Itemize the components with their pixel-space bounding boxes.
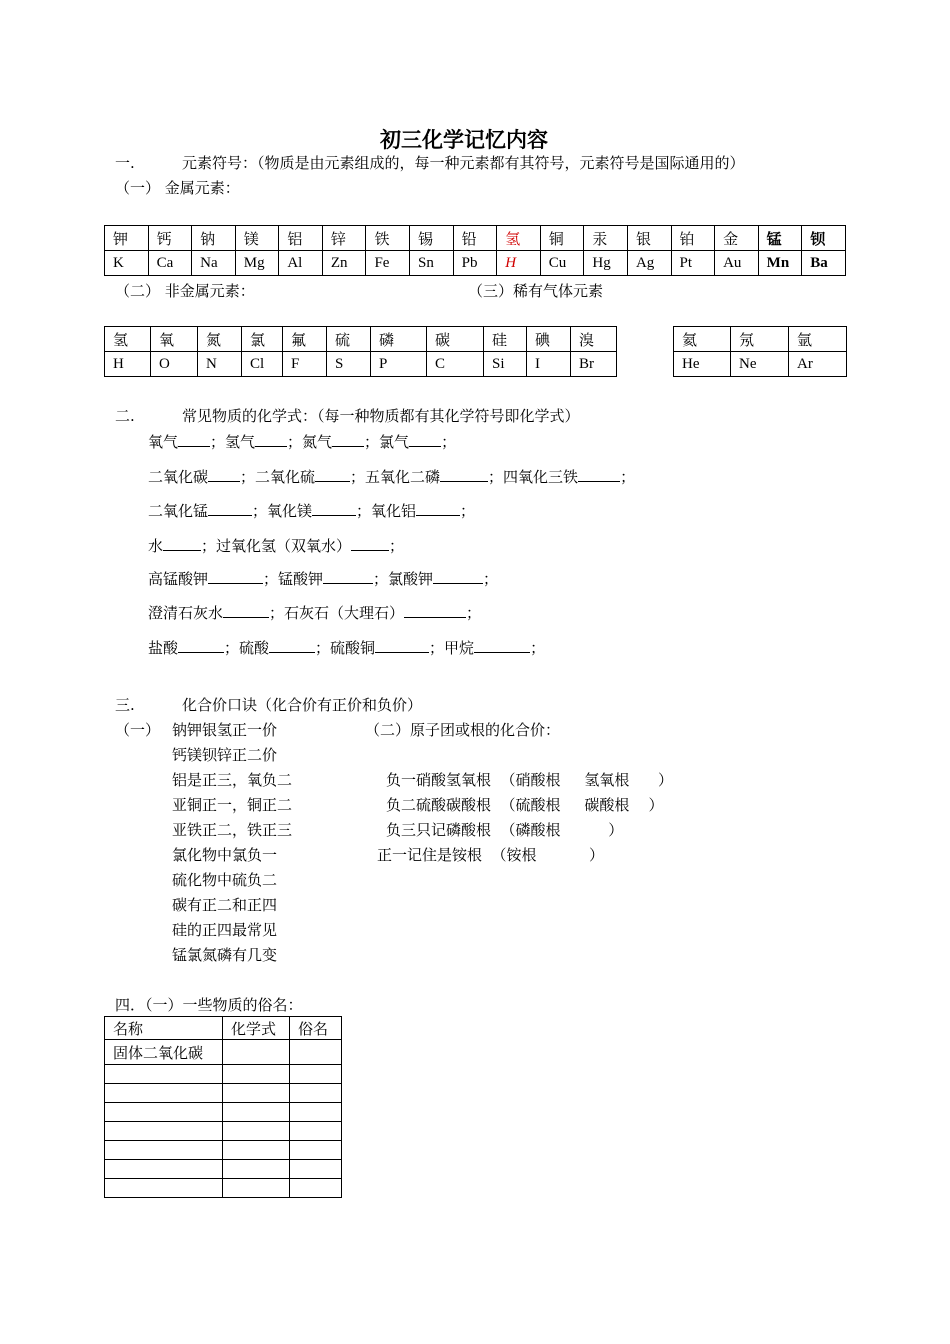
element-symbol-cell: Mg bbox=[235, 251, 279, 276]
fill-in-blank[interactable] bbox=[223, 603, 269, 618]
element-name-cell: 镁 bbox=[235, 226, 279, 251]
table-cell bbox=[290, 1084, 342, 1103]
table-cell bbox=[223, 1179, 290, 1198]
metal-elements-label: （一） 金属元素： bbox=[115, 179, 240, 197]
table-cell bbox=[290, 1065, 342, 1084]
element-name-cell: 锰 bbox=[758, 226, 802, 251]
element-name-cell: 铁 bbox=[366, 226, 410, 251]
element-symbol-cell: H bbox=[497, 251, 541, 276]
element-symbol-cell: Ar bbox=[789, 352, 847, 377]
element-name-cell: 氧 bbox=[151, 327, 198, 352]
formula-line bbox=[148, 602, 481, 623]
substance-label: ；氯酸钾 bbox=[373, 570, 434, 588]
substance-label: 盐酸 bbox=[148, 639, 179, 657]
fill-in-blank[interactable] bbox=[315, 467, 350, 482]
element-symbol-cell: Pb bbox=[453, 251, 497, 276]
substance-label: ； bbox=[620, 468, 636, 486]
substance-label: ；硫酸 bbox=[224, 639, 270, 657]
element-name-cell: 钙 bbox=[148, 226, 192, 251]
table-cell bbox=[290, 1160, 342, 1179]
element-name-cell: 氟 bbox=[283, 327, 327, 352]
element-symbol-cell: Cl bbox=[242, 352, 283, 377]
formula-line bbox=[148, 431, 456, 452]
element-symbol-cell: Zn bbox=[322, 251, 366, 276]
fill-in-blank[interactable] bbox=[404, 603, 466, 618]
element-symbol-cell: Mn bbox=[758, 251, 802, 276]
element-name-cell: 银 bbox=[627, 226, 671, 251]
element-name-cell: 汞 bbox=[584, 226, 628, 251]
table-cell bbox=[290, 1179, 342, 1198]
fill-in-blank[interactable] bbox=[416, 501, 460, 516]
substance-label: ； bbox=[441, 433, 457, 451]
substance-label: 高锰酸钾 bbox=[148, 570, 209, 588]
element-symbol-cell: S bbox=[327, 352, 371, 377]
element-symbol-cell: N bbox=[198, 352, 242, 377]
element-symbol-cell: F bbox=[283, 352, 327, 377]
substance-label: ；石灰石（大理石） bbox=[269, 604, 405, 622]
section-2-heading: 常见物质的化学式：（每一种物质都有其化学符号即化学式） bbox=[182, 407, 580, 425]
table-cell bbox=[290, 1103, 342, 1122]
table-cell bbox=[105, 1160, 223, 1179]
table-cell bbox=[223, 1103, 290, 1122]
table-cell bbox=[223, 1065, 290, 1084]
element-symbol-cell: Cu bbox=[540, 251, 584, 276]
fill-in-blank[interactable] bbox=[351, 536, 389, 551]
radical-valence-line: 正一记住是铵根 （铵根 ） bbox=[377, 846, 604, 864]
element-symbol-cell: Hg bbox=[584, 251, 628, 276]
fill-in-blank[interactable] bbox=[323, 569, 373, 584]
substance-label: ；过氧化氢（双氧水） bbox=[201, 537, 352, 555]
table-cell bbox=[105, 1065, 223, 1084]
valence-rhyme-line: 钠钾银氢正一价 bbox=[172, 721, 278, 739]
fill-in-blank[interactable] bbox=[474, 638, 530, 653]
element-name-cell: 硫 bbox=[327, 327, 371, 352]
section-2-number: 二. bbox=[115, 407, 135, 425]
element-name-cell: 氢 bbox=[105, 327, 151, 352]
element-name-cell: 锌 bbox=[322, 226, 366, 251]
section-1-number: 一. bbox=[115, 154, 135, 172]
formula-line bbox=[148, 466, 635, 487]
fill-in-blank[interactable] bbox=[178, 432, 210, 447]
valence-rhyme-line: 硫化物中硫负二 bbox=[172, 871, 278, 889]
element-name-cell: 氢 bbox=[497, 226, 541, 251]
table-header-name: 名称 bbox=[105, 1017, 223, 1040]
element-name-cell: 金 bbox=[715, 226, 759, 251]
fill-in-blank[interactable] bbox=[255, 432, 287, 447]
common-names-table bbox=[104, 1016, 342, 1198]
substance-label: ；锰酸钾 bbox=[263, 570, 324, 588]
substance-label: ； bbox=[466, 604, 482, 622]
substance-label: ；甲烷 bbox=[429, 639, 475, 657]
element-name-cell: 铜 bbox=[540, 226, 584, 251]
element-symbol-cell: He bbox=[674, 352, 731, 377]
table-cell bbox=[105, 1141, 223, 1160]
element-name-cell: 钾 bbox=[105, 226, 149, 251]
element-symbol-cell: Ag bbox=[627, 251, 671, 276]
noble-gas-table bbox=[673, 326, 847, 377]
substance-label: ；氧化镁 bbox=[252, 502, 313, 520]
table-cell bbox=[223, 1122, 290, 1141]
radical-valence-line: 负三只记磷酸根 （磷酸根 ） bbox=[386, 821, 624, 839]
radical-valence-line: 负一硝酸氢氧根 （硝酸根 氢氧根 ） bbox=[386, 771, 673, 789]
element-symbol-cell: P bbox=[371, 352, 427, 377]
fill-in-blank[interactable] bbox=[208, 569, 263, 584]
valence-rhyme-line: 钙镁钡锌正二价 bbox=[172, 746, 278, 764]
fill-in-blank[interactable] bbox=[178, 638, 224, 653]
element-symbol-cell: Na bbox=[192, 251, 236, 276]
table-header-formula: 化学式 bbox=[223, 1017, 290, 1040]
table-cell bbox=[105, 1122, 223, 1141]
element-symbol-cell: Au bbox=[715, 251, 759, 276]
formula-line bbox=[148, 568, 498, 589]
substance-label: ；氯气 bbox=[364, 433, 410, 451]
formula-line bbox=[148, 500, 475, 521]
table-cell: 固体二氧化碳 bbox=[105, 1040, 223, 1065]
table-cell bbox=[223, 1160, 290, 1179]
fill-in-blank[interactable] bbox=[332, 432, 364, 447]
table-cell bbox=[290, 1040, 342, 1065]
fill-in-blank[interactable] bbox=[409, 432, 441, 447]
element-symbol-cell: Ca bbox=[148, 251, 192, 276]
element-name-cell: 磷 bbox=[371, 327, 427, 352]
element-symbol-cell: Al bbox=[279, 251, 323, 276]
substance-label: ； bbox=[460, 502, 476, 520]
element-name-cell: 氯 bbox=[242, 327, 283, 352]
fill-in-blank[interactable] bbox=[269, 638, 315, 653]
section-3-number: 三. bbox=[115, 696, 135, 714]
formula-line bbox=[148, 535, 404, 556]
element-name-cell: 碳 bbox=[427, 327, 484, 352]
substance-label: ； bbox=[530, 639, 546, 657]
element-name-cell: 硅 bbox=[484, 327, 527, 352]
radical-valence-title: （二）原子团或根的化合价： bbox=[365, 721, 561, 739]
substance-label: 氧气 bbox=[148, 433, 179, 451]
substance-label: ；二氧化硫 bbox=[240, 468, 316, 486]
formula-line bbox=[148, 637, 545, 658]
table-cell bbox=[105, 1179, 223, 1198]
substance-label: ； bbox=[389, 537, 405, 555]
table-cell bbox=[105, 1103, 223, 1122]
nonmetal-elements-label: （二） 非金属元素： bbox=[115, 282, 255, 300]
substance-label: ；硫酸铜 bbox=[315, 639, 376, 657]
substance-label: ；氮气 bbox=[287, 433, 333, 451]
element-symbol-cell: O bbox=[151, 352, 198, 377]
radical-valence-line: 负二硫酸碳酸根 （硫酸根 碳酸根 ） bbox=[386, 796, 664, 814]
element-name-cell: 氦 bbox=[674, 327, 731, 352]
table-header-common-name: 俗名 bbox=[290, 1017, 342, 1040]
element-name-cell: 锡 bbox=[410, 226, 454, 251]
element-name-cell: 氖 bbox=[731, 327, 789, 352]
fill-in-blank[interactable] bbox=[208, 467, 240, 482]
fill-in-blank[interactable] bbox=[208, 501, 252, 516]
substance-label: 二氧化锰 bbox=[148, 502, 209, 520]
metal-elements-table bbox=[104, 225, 846, 276]
substance-label: 水 bbox=[148, 537, 164, 555]
table-cell bbox=[223, 1084, 290, 1103]
section-1-heading: 元素符号：（物质是由元素组成的，每一种元素都有其符号，元素符号是国际通用的） bbox=[182, 154, 745, 172]
element-symbol-cell: Br bbox=[571, 352, 617, 377]
substance-label: 澄清石灰水 bbox=[148, 604, 224, 622]
valence-rhyme-line: 亚铜正一，铜正二 bbox=[172, 796, 293, 814]
section-4-heading: 四．（一）一些物质的俗名： bbox=[115, 996, 303, 1014]
element-name-cell: 氩 bbox=[789, 327, 847, 352]
substance-label: ；四氧化三铁 bbox=[488, 468, 579, 486]
substance-label: ； bbox=[483, 570, 499, 588]
element-symbol-cell: H bbox=[105, 352, 151, 377]
fill-in-blank[interactable] bbox=[312, 501, 356, 516]
element-symbol-cell: Pt bbox=[671, 251, 715, 276]
element-name-cell: 碘 bbox=[527, 327, 571, 352]
element-symbol-cell: Ba bbox=[802, 251, 846, 276]
element-symbol-cell: Ne bbox=[731, 352, 789, 377]
element-symbol-cell: Fe bbox=[366, 251, 410, 276]
section-3-heading: 化合价口诀（化合价有正价和负价） bbox=[182, 696, 423, 714]
noble-gas-elements-label: （三）稀有气体元素 bbox=[468, 282, 604, 300]
table-cell bbox=[105, 1084, 223, 1103]
table-cell bbox=[290, 1141, 342, 1160]
fill-in-blank[interactable] bbox=[163, 536, 201, 551]
substance-label: 二氧化碳 bbox=[148, 468, 209, 486]
fill-in-blank[interactable] bbox=[433, 569, 483, 584]
valence-rhyme-line: 碳有正二和正四 bbox=[172, 896, 278, 914]
page-title: 初三化学记忆内容 bbox=[380, 127, 548, 152]
fill-in-blank[interactable] bbox=[440, 467, 488, 482]
table-cell bbox=[223, 1040, 290, 1065]
table-cell bbox=[290, 1122, 342, 1141]
valence-part-1-label: （一） bbox=[115, 721, 161, 739]
substance-label: ；氧化铝 bbox=[356, 502, 417, 520]
element-name-cell: 铂 bbox=[671, 226, 715, 251]
valence-rhyme-line: 锰氯氮磷有几变 bbox=[172, 946, 278, 964]
element-symbol-cell: Sn bbox=[410, 251, 454, 276]
valence-rhyme-line: 氯化物中氯负一 bbox=[172, 846, 278, 864]
substance-label: ；五氧化二磷 bbox=[350, 468, 441, 486]
fill-in-blank[interactable] bbox=[578, 467, 620, 482]
element-name-cell: 溴 bbox=[571, 327, 617, 352]
element-name-cell: 钡 bbox=[802, 226, 846, 251]
element-name-cell: 铅 bbox=[453, 226, 497, 251]
substance-label: ；氢气 bbox=[210, 433, 256, 451]
element-name-cell: 钠 bbox=[192, 226, 236, 251]
valence-rhyme-line: 硅的正四最常见 bbox=[172, 921, 278, 939]
element-symbol-cell: K bbox=[105, 251, 149, 276]
element-name-cell: 氮 bbox=[198, 327, 242, 352]
fill-in-blank[interactable] bbox=[375, 638, 429, 653]
element-name-cell: 铝 bbox=[279, 226, 323, 251]
element-symbol-cell: C bbox=[427, 352, 484, 377]
valence-rhyme-line: 亚铁正二，铁正三 bbox=[172, 821, 293, 839]
element-symbol-cell: I bbox=[527, 352, 571, 377]
element-symbol-cell: Si bbox=[484, 352, 527, 377]
table-cell bbox=[223, 1141, 290, 1160]
valence-rhyme-line: 铝是正三，氧负二 bbox=[172, 771, 293, 789]
nonmetal-elements-table bbox=[104, 326, 617, 377]
